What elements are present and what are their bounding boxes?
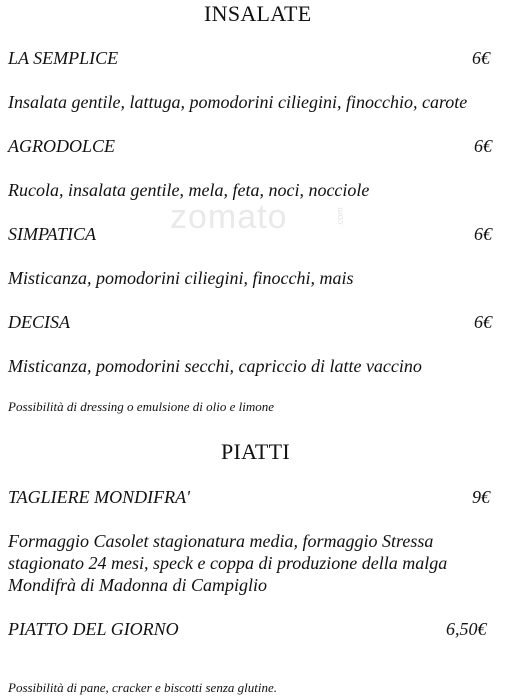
section-title-piatti: PIATTI [221, 439, 291, 464]
menu-item-description-line: Formaggio Casolet stagionatura media, formaggio Stressa [8, 531, 434, 551]
menu-item-description-line: Mondifrà di Madonna di Campiglio [8, 575, 268, 595]
menu-item-price: 6€ [474, 136, 492, 156]
menu-item-description: Misticanza, pomodorini secchi, capriccio di latte vaccino [8, 356, 422, 376]
menu-item-description-line: stagionato 24 mesi, speck e coppa di produzione della malga [8, 553, 448, 573]
menu-item-description: Rucola, insalata gentile, mela, feta, noci, nocciole [8, 180, 370, 200]
menu-item-price: 6€ [474, 224, 492, 244]
menu-item-name: LA SEMPLICE [8, 48, 119, 68]
menu-item-name: DECISA [8, 312, 70, 332]
menu-item-price: 6,50€ [446, 619, 487, 639]
menu-item-price: 9€ [472, 487, 490, 507]
menu-item-name: SIMPATICA [8, 224, 96, 244]
watermark-suffix: .com [334, 207, 345, 227]
section-title-insalate: INSALATE [204, 1, 312, 26]
menu-item-name: AGRODOLCE [8, 136, 115, 156]
menu-item-price: 6€ [472, 48, 490, 68]
menu-item-name: TAGLIERE MONDIFRA' [8, 487, 190, 507]
menu-item-price: 6€ [474, 312, 492, 332]
section-note: Possibilità di dressing o emulsione di olio e limone [8, 399, 275, 414]
watermark: zomato [170, 198, 288, 236]
section-note: Possibilità di pane, cracker e biscotti senza glutine. [8, 680, 277, 695]
menu-item-description: Misticanza, pomodorini ciliegini, finocchi, mais [8, 268, 354, 288]
menu-item-description: Insalata gentile, lattuga, pomodorini ciliegini, finocchio, carote [8, 92, 468, 112]
menu-item-name: PIATTO DEL GIORNO [8, 619, 179, 639]
